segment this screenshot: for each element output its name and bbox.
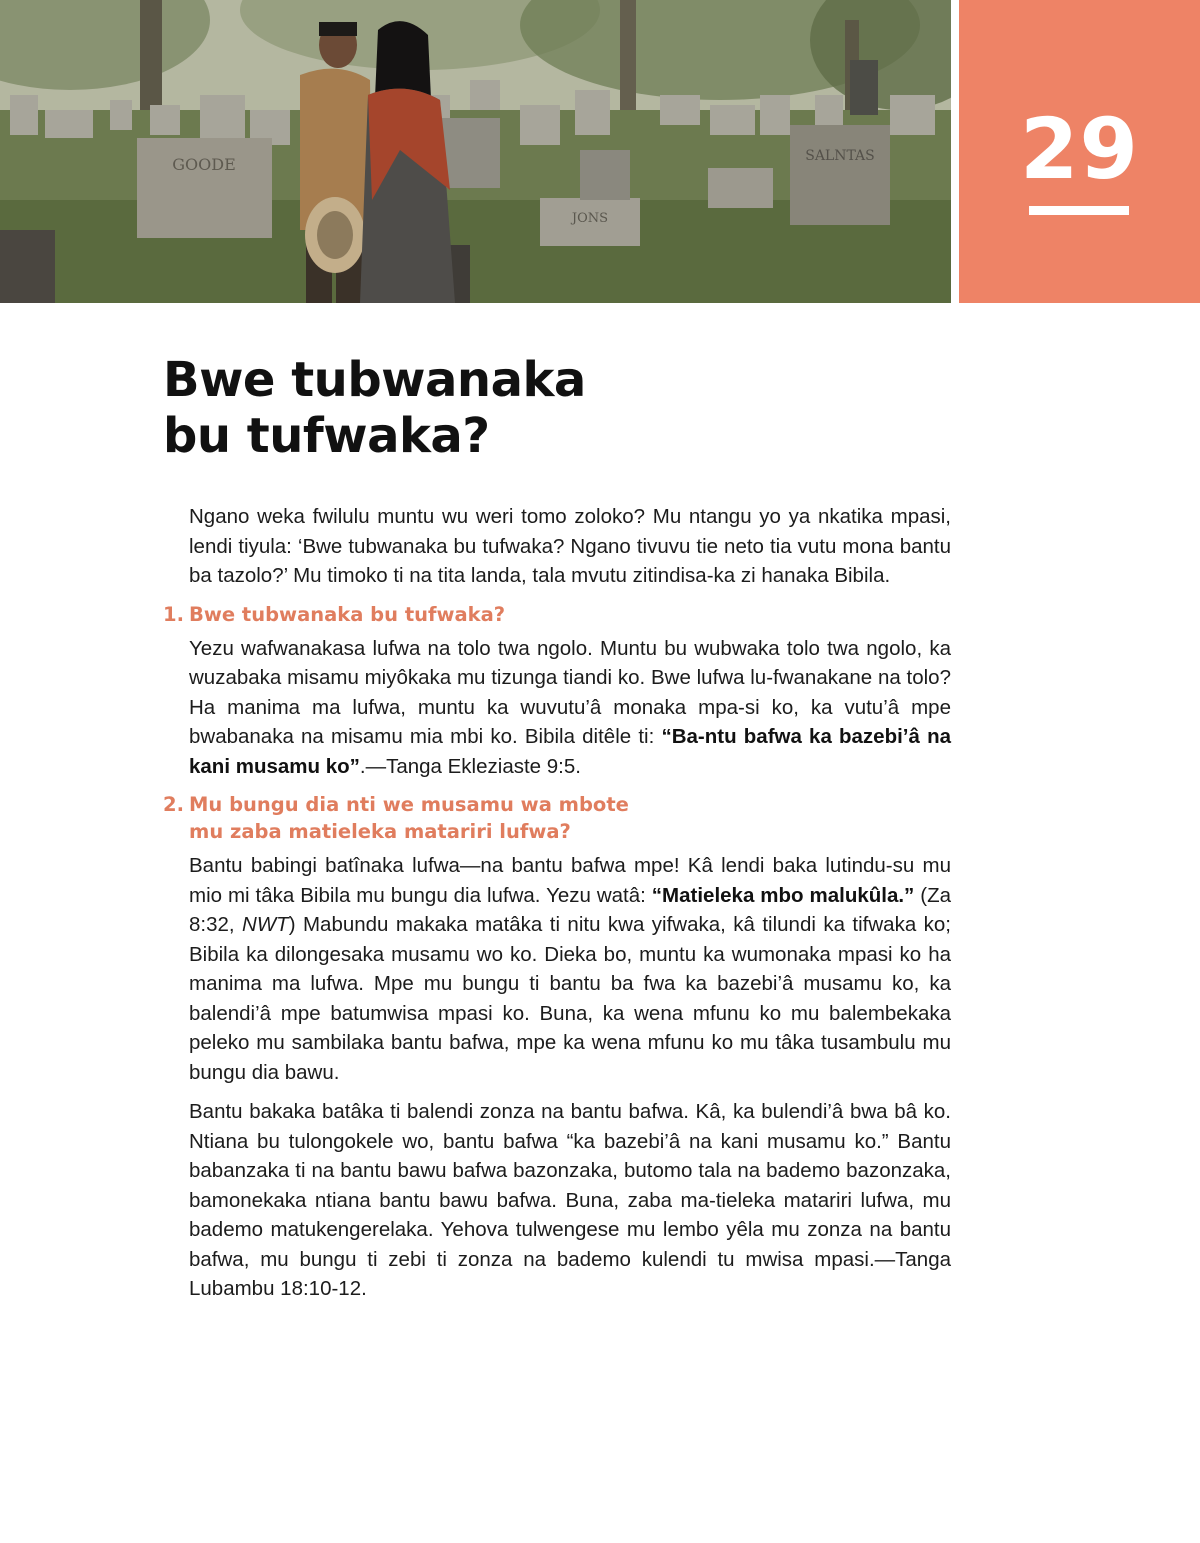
scripture-quote: “Matieleka mbo malukûla.”: [651, 883, 915, 907]
section-2-paragraph-2: Bantu bakaka batâka ti balendi zonza na bantu bafwa. Kâ, ka bulendi’â bwa bâ ko. Ntiana bu tulongokele wo, bantu bafwa “ka bazebi’â na kani musamu ko.” Bantu babanzaka ti na bantu bawu bafwa bazonzaka, butomo tala na bademo bazonzaka, bamonekaka ntiana bantu bawu bafwa. Buna, zaba ma-tieleka matariri lufwa, mu bademo matukengerelaka. Yehova tulwengese mu lembo yêla mu zonza na bantu bafwa, mu bungu ti zebi ti zonza na bademo kulendi tu mwisa mpasi.—Tanga Lubambu 18:10-12.: [189, 1100, 951, 1300]
chapter-badge: [959, 0, 1200, 303]
scripture-quote: “Ba-ntu bafwa ka bazebi’â na kani musamu ko”: [189, 725, 951, 778]
section-heading-text-line-2: mu zaba matieleka matariri lufwa?: [189, 820, 571, 843]
intro-paragraph: Ngano weka fwilulu muntu wu weri tomo zoloko? Mu ntangu yo ya nkatika mpasi, lendi tiyula: ‘Bwe tubwanaka bu tufwaka? Ngano tivuvu tie neto tia vutu mona bantu ba tazolo?’ Mu timoko ti na tita landa, tala mvutu zitindisa-ka zi hanaka Bibila.: [189, 505, 951, 587]
headstone-inscription: GOODE: [172, 155, 236, 174]
page-title: [163, 352, 863, 464]
title-line-2: bu tufwaka?: [163, 408, 490, 464]
bible-version: NWT: [242, 913, 289, 936]
section-2-paragraph-1: [189, 851, 951, 1087]
chapter-number: 29: [1020, 100, 1139, 198]
section-heading-2: [163, 791, 863, 845]
section-heading-1: [163, 601, 863, 628]
section-number: 1.: [163, 602, 184, 626]
header-photo: [0, 0, 951, 303]
headstone-inscription: JONS: [571, 211, 609, 226]
section-number: 2.: [163, 793, 184, 816]
article-body: [0, 502, 1200, 1314]
paragraph-text: (Za 8:32,: [189, 883, 951, 936]
scripture-reference: .—Tanga Ekleziaste 9:5.: [359, 754, 581, 778]
section-heading-text: Bwe tubwanaka bu tufwaka?: [189, 602, 506, 626]
paragraph-text: Bantu babingi batînaka lufwa—na bantu bafwa mpe! Kâ lendi baka lutindu-su mu mio mi tâka Bibila mu bungu dia lufwa. Yezu watâ:: [189, 854, 951, 907]
chapter-divider: [1029, 206, 1129, 215]
paragraph-text: Yezu wafwanakasa lufwa na tolo twa ngolo. Muntu bu wubwaka tolo twa ngolo, ka wuzabaka misamu miyôkaka mu tizunga tiandi ko. Bwe lufwa lu-fwanakane na tolo? Ha manima ma lufwa, muntu ka wuvutu’â monaka mpa-si ko, ka vutu’â mpe bwabanaka na misamu mia mbi ko. Bibila ditêle ti:: [189, 636, 951, 748]
section-heading-text: Mu bungu dia nti we musamu wa mbote: [189, 793, 629, 816]
title-line-1: Bwe tubwanaka: [163, 352, 586, 408]
paragraph-text: ) Mabundu makaka matâka ti nitu kwa yifwaka, kâ tilundi ka tifwaka ko; Bibila ka dilongesaka musamu wo ko. Dieka bo, muntu ka wumonaka mpasi ko ha manima ma lufwa. Mpe mu bungu ti bantu ba fwa ka bazebi’â musamu ko, ka balendi’â mpe batumwisa mpasi ko. Buna, ka wena mfunu ko mu balembekaka peleko mu sambilaka bantu bafwa, mpe ka wena mfunu ko mu tâka tusambulu mu bungu dia bawu.: [189, 913, 951, 1084]
section-1-paragraph: [189, 634, 951, 782]
headstone-inscription: SALNTAS: [805, 148, 875, 164]
